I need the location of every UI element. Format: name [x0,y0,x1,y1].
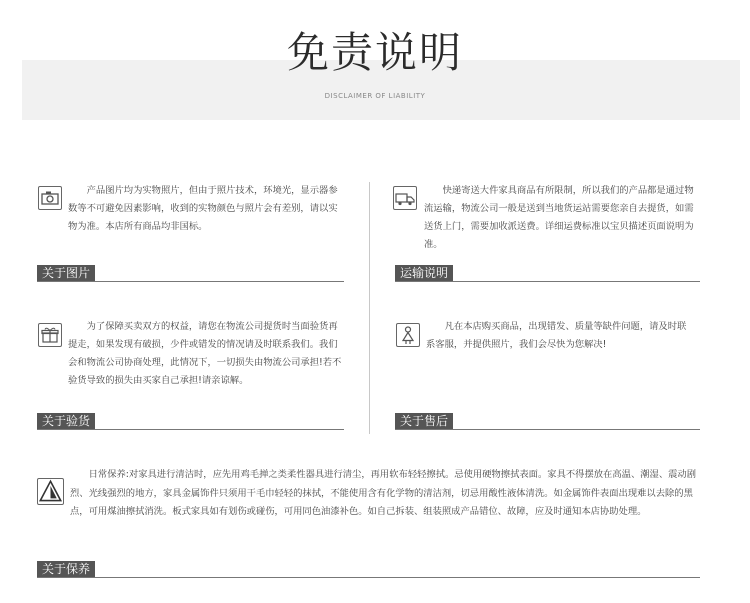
gift-icon [38,323,62,347]
shipping-rule [395,281,700,282]
inspection-label: 关于验货 [37,413,95,429]
shipping-text: 快递寄送大件家具商品有所限制，所以我们的产品都是通过物流运输，物流公司一般是送到当地货运站需要您亲自去提货，如需送货上门，需要加收派送费。详细运费标准以宝贝描述页面说明为准。 [424,185,694,250]
column-divider [369,182,370,434]
photos-rule [37,281,344,282]
truck-icon [393,186,417,210]
photos-text: 产品图片均为实物照片，但由于照片技术，环境光，显示器参数等不可避免因素影响，收到的实物颜色与照片会有差别，请以实物为准。本店所有商品均非国标。 [68,185,338,232]
photos-label: 关于图片 [37,265,95,281]
inspection-rule [37,429,344,430]
person-icon [396,323,420,347]
page-subtitle: DISCLAIMER OF LIABILITY [324,92,426,100]
after-sales-rule [395,429,700,430]
inspection-text: 为了保障买卖双方的权益，请您在物流公司提货时当面验货再提走，如果发现有破损，少件或错发的情况请及时联系我们。我们会和物流公司协商处理，此情况下，一切损失由物流公司承担!若不验货导致的损失由买家自己承担!请亲谅解。 [68,321,342,386]
maintenance-rule [37,577,700,578]
warning-icon [37,478,64,505]
after-sales-text: 凡在本店购买商品，出现错发、质量等缺件问题，请及时联系客服，并提供照片，我们会尽快为您解决! [426,321,687,350]
camera-icon [38,186,62,210]
page-title: 免责说明 [286,28,463,77]
maintenance-label: 关于保养 [37,561,95,577]
shipping-label: 运输说明 [395,265,453,281]
maintenance-text: 日常保养:对家具进行清洁时，应先用鸡毛掸之类柔性器具进行清尘，再用软布轻轻擦拭。忌使用硬物擦拭表面。家具不得摆放在高温、潮湿、震动剧烈、光线强烈的地方，家具金属饰件只须用干毛巾轻轻的抹拭，不能使用含有化学物的清洁剂，切忌用酸性液体清洗。如金属饰件表面出现难以去除的黑点，可用煤油擦拭消洗。板式家具如有划伤或碰伤，可用同色油漆补色。如自己拆装、组装照成产品错位、故障，应及时通知本店协助处理。 [70,469,697,517]
after-sales-label: 关于售后 [395,413,453,429]
